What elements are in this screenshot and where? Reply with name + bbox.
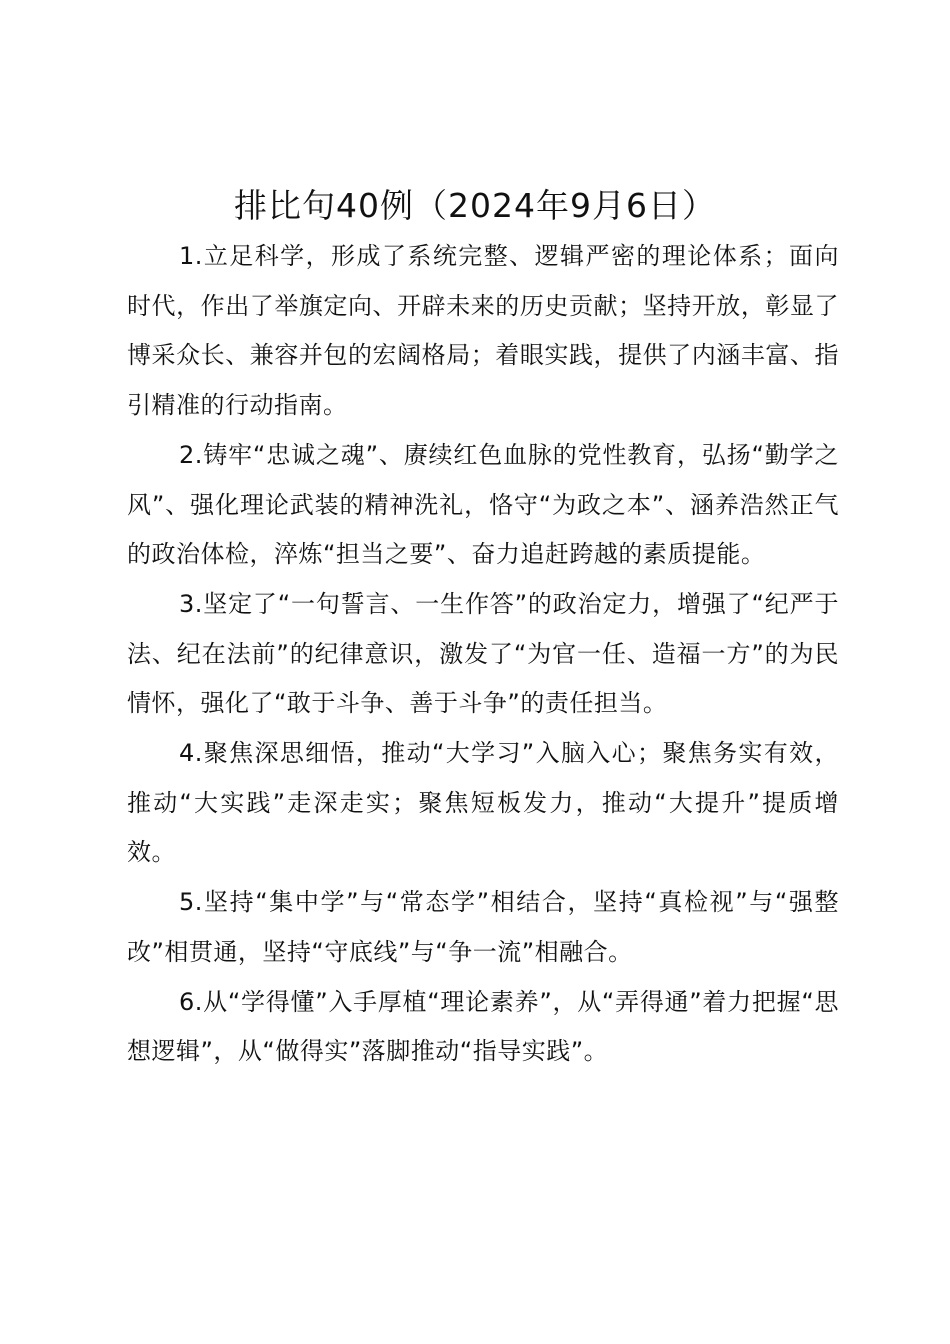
paragraph-3: 3.坚定了“一句誓言、一生作答”的政治定力，增强了“纪严于法、纪在法前”的纪律意识，激发了“为官一任、造福一方”的为民情怀，强化了“敢于斗争、善于斗争”的责任担当。	[127, 589, 839, 718]
paragraph-5: 5.坚持“集中学”与“常态学”相结合，坚持“真检视”与“强整改”相贯通，坚持“守底线”与“争一流”相融合。	[127, 888, 839, 966]
paragraph-6: 6.从“学得懂”入手厚植“理论素养”，从“弄得通”着力把握“思想逻辑”，从“做得实”落脚推动“指导实践”。	[127, 987, 839, 1066]
paragraph-1: 1.立足科学，形成了系统完整、逻辑严密的理论体系；面向时代，作出了举旗定向、开辟未来的历史贡献；坚持开放，彰显了博采众长、兼容并包的宏阔格局；着眼实践，提供了内涵丰富、指引精准的行动指南。	[127, 242, 839, 420]
document-title: 排比句40例（2024年9月6日）	[234, 186, 716, 225]
paragraph-2: 2.铸牢“忠诚之魂”、赓续红色血脉的党性教育，弘扬“勤学之风”、强化理论武装的精神洗礼，恪守“为政之本”、涵养浩然正气的政治体检，淬炼“担当之要”、奋力追赶跨越的素质提能。	[127, 440, 839, 569]
document-body	[127, 232, 839, 1077]
paragraph-4: 4.聚焦深思细悟，推动“大学习”入脑入心；聚焦务实有效，推动“大实践”走深走实；聚焦短板发力，推动“大提升”提质增效。	[127, 739, 839, 867]
